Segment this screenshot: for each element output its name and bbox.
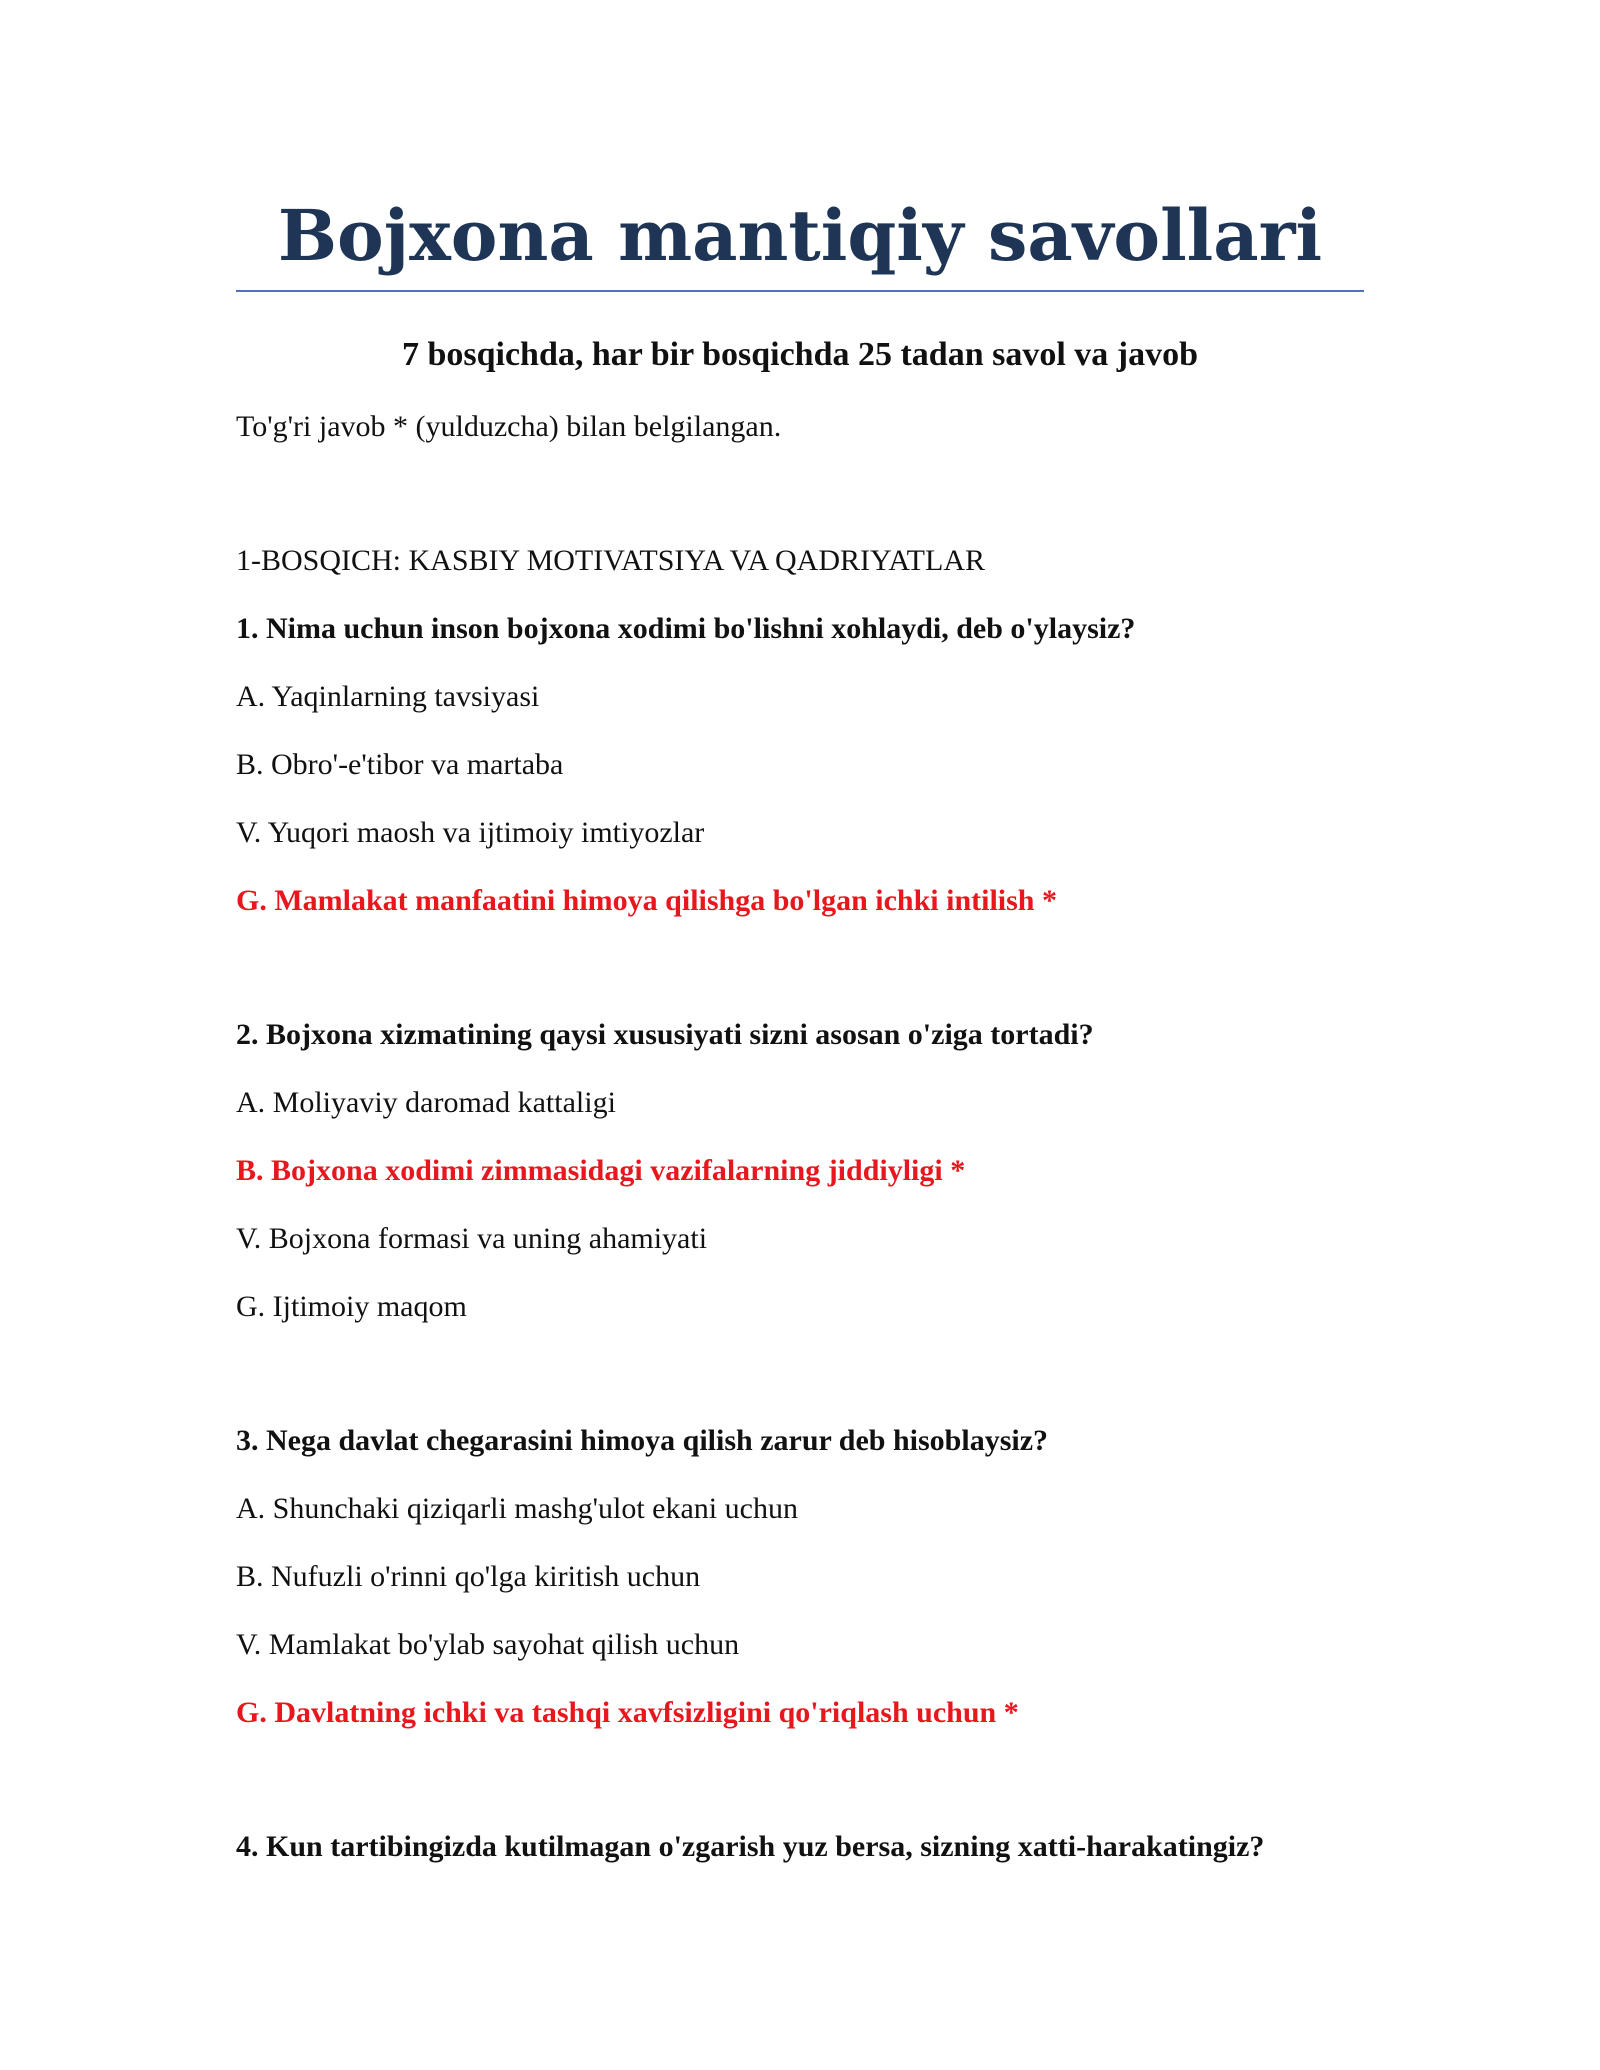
question-text: 4. Kun tartibingizda kutilmagan o'zgarish yuz bersa, sizning xatti-harakatingiz?: [236, 1830, 1265, 1863]
answer-option-b: B. Obro'-e'tibor va martaba: [236, 748, 564, 781]
answer-option-a: A. Yaqinlarning tavsiyasi: [236, 680, 540, 713]
question-block-3: [236, 1416, 1364, 1756]
correct-answer-option: G. Mamlakat manfaatini himoya qilishga bo'lgan ichki intilish *: [236, 884, 1057, 917]
correct-answer-option: G. Davlatning ichki va tashqi xavfsizligini qo'riqlash uchun *: [236, 1696, 1019, 1729]
document-subtitle: 7 bosqichda, har bir bosqichda 25 tadan savol va javob: [401, 336, 1199, 373]
answer-option-v: V. Yuqori maosh va ijtimoiy imtiyozlar: [236, 816, 705, 849]
document-title: Bojxona mantiqiy savollari: [277, 194, 1323, 277]
answer-option-v: V. Mamlakat bo'ylab sayohat qilish uchun: [236, 1628, 740, 1661]
answer-option-g: G. Ijtimoiy maqom: [236, 1290, 467, 1323]
answer-option-a: A. Moliyaviy daromad kattaligi: [236, 1086, 616, 1119]
answer-option-a: A. Shunchaki qiziqarli mashg'ulot ekani uchun: [236, 1492, 798, 1525]
question-text: 1. Nima uchun inson bojxona xodimi bo'lishni xohlaydi, deb o'ylaysiz?: [236, 612, 1136, 645]
quiz-content: [236, 536, 1364, 1956]
question-block-2: [236, 1010, 1364, 1350]
question-block-4: [236, 1822, 1364, 1890]
answer-option-v: V. Bojxona formasi va uning ahamiyati: [236, 1222, 708, 1255]
answer-option-b: B. Nufuzli o'rinni qo'lga kiritish uchun: [236, 1560, 701, 1593]
question-block-1: [236, 604, 1364, 944]
correct-answer-option: B. Bojxona xodimi zimmasidagi vazifalarning jiddiyligi *: [236, 1154, 966, 1187]
answer-key-note: To'g'ri javob * (yulduzcha) bilan belgilangan.: [236, 410, 782, 443]
stage-heading: 1-BOSQICH: KASBIY MOTIVATSIYA VA QADRIYATLAR: [236, 544, 985, 577]
question-text: 3. Nega davlat chegarasini himoya qilish zarur deb hisoblaysiz?: [236, 1424, 1049, 1457]
title-underline: [236, 290, 1364, 292]
question-text: 2. Bojxona xizmatining qaysi xususiyati sizni asosan o'ziga tortadi?: [236, 1018, 1094, 1051]
